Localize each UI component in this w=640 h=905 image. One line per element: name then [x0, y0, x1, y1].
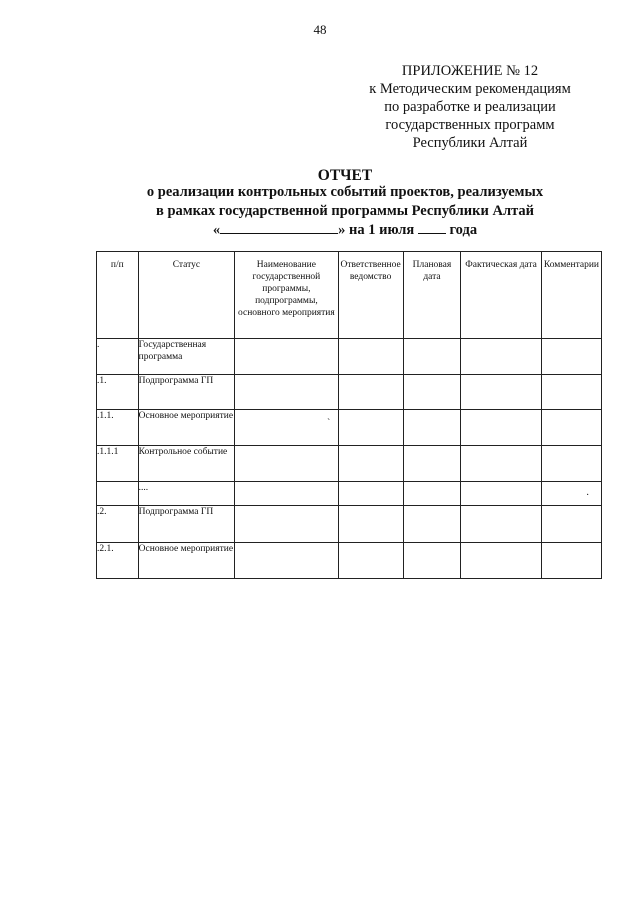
row-number: .1.1. — [97, 410, 139, 446]
row-status: Подпрограмма ГП — [138, 375, 235, 410]
cell-actual — [461, 339, 542, 375]
cell-planned — [403, 506, 461, 543]
cell-comment — [541, 410, 601, 446]
cell-name — [235, 446, 338, 482]
table-row — [97, 543, 602, 579]
date-open-quote: « — [212, 222, 221, 238]
cell-actual — [461, 543, 542, 579]
cell-planned — [403, 339, 461, 375]
header-planned-date: Плановая дата — [403, 252, 461, 339]
cell-actual — [461, 375, 542, 410]
cell-name — [235, 482, 338, 506]
cell-planned — [403, 446, 461, 482]
row-number: .2.1. — [97, 543, 139, 579]
cell-responsible — [338, 543, 403, 579]
report-subtitle-line: о реализации контрольных событий проектов, реализуемых — [146, 184, 544, 200]
cell-actual — [461, 446, 542, 482]
header-actual-date: Фактическая дата — [461, 252, 542, 339]
row-number: .1. — [97, 375, 139, 410]
header-status: Статус — [138, 252, 235, 339]
table-row — [97, 482, 602, 506]
cell-responsible — [338, 410, 403, 446]
report-table — [96, 251, 602, 579]
cell-name — [235, 506, 338, 543]
cell-comment — [541, 482, 601, 506]
table-row — [97, 339, 602, 375]
header-name: Наименование государственной программы, подпрограммы, основного мероприятия — [235, 252, 338, 339]
cell-name — [235, 543, 338, 579]
appendix-block — [355, 62, 585, 152]
cell-comment — [541, 506, 601, 543]
appendix-title: ПРИЛОЖЕНИЕ № 12 — [401, 63, 539, 79]
row-number: .2. — [97, 506, 139, 543]
cell-comment — [541, 339, 601, 375]
cell-responsible — [338, 482, 403, 506]
cell-name — [235, 410, 338, 446]
appendix-line: к Методическим рекомендациям — [369, 81, 571, 97]
date-year-word: года — [449, 222, 478, 238]
row-status: Подпрограмма ГП — [138, 506, 235, 543]
year-blank — [418, 220, 446, 234]
date-blank — [220, 220, 338, 234]
appendix-line: по разработке и реализации — [384, 99, 556, 115]
stray-mark: ˋ — [327, 418, 331, 429]
report-title: ОТЧЕТ — [317, 167, 373, 184]
header-comments: Комментарии — [541, 252, 601, 339]
cell-name — [235, 375, 338, 410]
page-number: 48 — [313, 22, 327, 37]
table-row — [97, 410, 602, 446]
row-number: . — [97, 339, 139, 375]
header-num: п/п — [97, 252, 139, 339]
stray-mark: · — [586, 490, 590, 501]
cell-responsible — [338, 506, 403, 543]
header-responsible: Ответственное ведомство — [338, 252, 403, 339]
cell-planned — [403, 410, 461, 446]
row-number: .1.1.1 — [97, 446, 139, 482]
report-subtitle — [0, 183, 640, 240]
cell-comment — [541, 543, 601, 579]
cell-actual — [461, 506, 542, 543]
row-status: Основное мероприятие — [138, 410, 235, 446]
table-row — [97, 506, 602, 543]
cell-comment — [541, 446, 601, 482]
cell-planned — [403, 482, 461, 506]
cell-planned — [403, 543, 461, 579]
cell-comment — [541, 375, 601, 410]
appendix-line: государственных программ — [385, 117, 555, 133]
cell-planned — [403, 375, 461, 410]
cell-responsible — [338, 446, 403, 482]
row-status: Контрольное событие — [138, 446, 235, 482]
row-status: .... — [138, 482, 235, 506]
table-row — [97, 446, 602, 482]
cell-name — [235, 339, 338, 375]
cell-actual — [461, 410, 542, 446]
report-subtitle-line: в рамках государственной программы Республики Алтай — [156, 202, 534, 219]
date-close-text: » на 1 июля — [338, 222, 415, 238]
cell-actual — [461, 482, 542, 506]
report-date-line — [0, 220, 640, 240]
row-status: Основное мероприятие — [138, 543, 235, 579]
table-row — [97, 375, 602, 410]
table-header-row — [97, 252, 602, 339]
appendix-line: Республики Алтай — [412, 135, 528, 151]
row-number — [97, 482, 139, 506]
cell-responsible — [338, 339, 403, 375]
cell-responsible — [338, 375, 403, 410]
row-status: Государственная программа — [138, 339, 235, 375]
